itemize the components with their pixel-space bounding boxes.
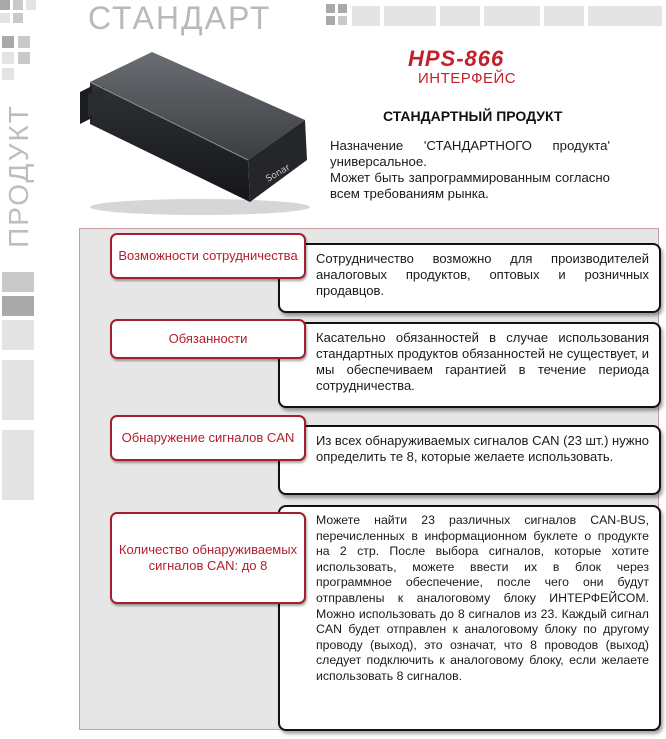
row-text-obligations: Касательно обязанностей в случае использования стандартных продуктов обязанностей не существует, и мы обеспечиваем гарантией в течение периода сотрудничества. [278,322,661,408]
category-title: СТАНДАРТ [88,0,272,36]
device-image [60,32,330,217]
row-label-obligations: Обязанности [110,319,306,359]
side-label: ПРОДУКТ [3,104,34,248]
intro-line-1: Назначение 'СТАНДАРТНОГО продукта' универсальное. [330,138,610,169]
product-subtitle: ИНТЕРФЕЙС [418,70,517,87]
row-text-cooperation: Сотрудничество возможно для производителей аналоговых продуктов, оптовых и розничных продавцов. [278,243,661,313]
intro-line-2: Может быть запрограммированным согласно всем требованиям рынка. [330,170,610,201]
row-label-can-detection: Обнаружение сигналов CAN [110,415,306,461]
row-text-can-detection: Из всех обнаруживаемых сигналов CAN (23 шт.) нужно определить те 8, которые желаете использовать. [278,425,661,495]
row-label-cooperation: Возможности сотрудничества [110,233,306,279]
intro-text [330,138,610,202]
row-label-can-count: Количество обнаруживаемых сигналов CAN: до 8 [110,512,306,604]
device-brand-logo: Sonar [264,162,293,185]
section-title: СТАНДАРТНЫЙ ПРОДУКТ [383,108,563,124]
row-text-can-count: Можете найти 23 различных сигналов CAN-BUS, перечисленных в информационном буклете о продукте на 2 стр. После выбора сигналов, которые хотите использовать, можете ввести их в блок через программное обеспечение, после чего они будут отправлены к аналоговому блоку ИНТЕРФЕЙСОМ. Можно использовать до 8 сигналов из 23. Каждый сигнал CAN будет отправлен к аналоговому блоку по другому проводу (выход), это означат, что 8 проводов (выход) следует подключить к аналоговому блоку, если желаете использовать 8 сигналов. [278,505,661,731]
product-model: HPS-866 [408,46,505,71]
